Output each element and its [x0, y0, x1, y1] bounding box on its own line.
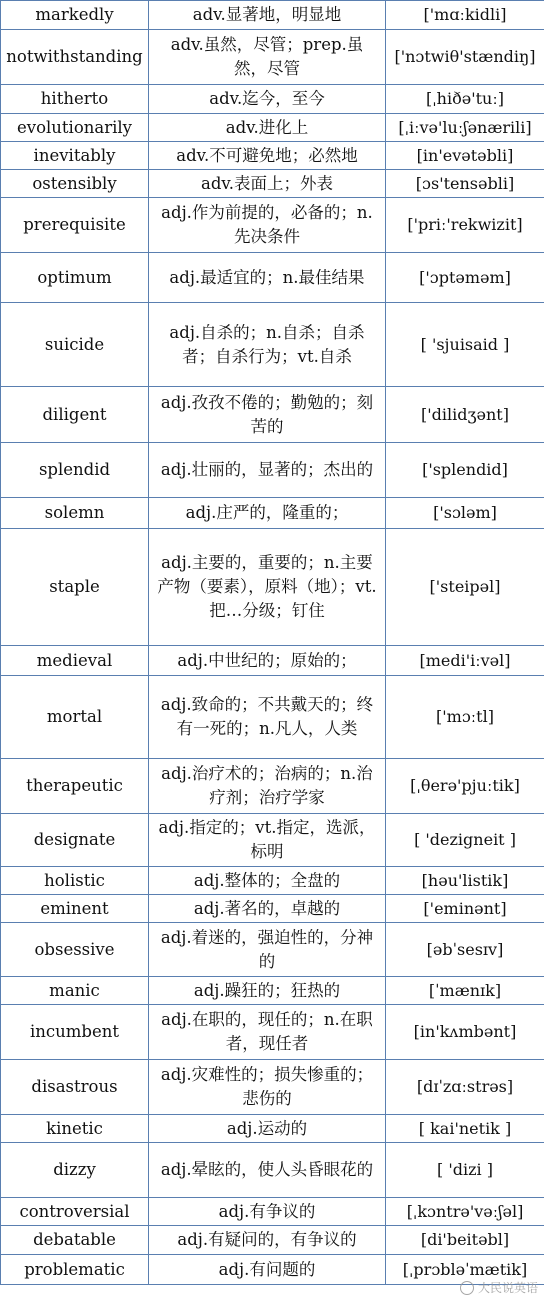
pronunciation-cell: [həu'listik] — [386, 867, 544, 895]
definition-cell: adv.表面上；外表 — [149, 170, 386, 198]
pronunciation-cell: [ˌprɔbləˈmætik] — [386, 1255, 544, 1285]
definition-cell: adj.晕眩的，使人头昏眼花的 — [149, 1143, 386, 1198]
definition-cell: adj.在职的，现任的；n.在职者，现任者 — [149, 1005, 386, 1060]
word-cell: ostensibly — [1, 170, 149, 198]
pronunciation-cell: [ 'sjuisaid ] — [386, 303, 544, 387]
word-cell: holistic — [1, 867, 149, 895]
table-row — [1, 498, 544, 529]
word-cell: incumbent — [1, 1005, 149, 1060]
definition-cell: adj.整体的；全盘的 — [149, 867, 386, 895]
pronunciation-cell: [ˈmænɪk] — [386, 977, 544, 1005]
pronunciation-cell: [di'beitəbl] — [386, 1226, 544, 1255]
definition-cell: adj.主要的，重要的；n.主要产物（要素），原料（地）；vt. 把…分级；钉住 — [149, 529, 386, 646]
pronunciation-cell: ['nɔtwiθ'stændiŋ] — [386, 30, 544, 85]
table-row — [1, 1060, 544, 1115]
definition-cell: adj.运动的 — [149, 1115, 386, 1143]
definition-cell: adj.孜孜不倦的；勤勉的；刻苦的 — [149, 387, 386, 443]
watermark-text: 大民说英语 — [477, 1281, 538, 1295]
pronunciation-cell: ['priː'rekwizit] — [386, 198, 544, 253]
table-row — [1, 646, 544, 676]
definition-cell: adj.最适宜的；n.最佳结果 — [149, 253, 386, 303]
pronunciation-cell: ['eminənt] — [386, 895, 544, 923]
table-row — [1, 529, 544, 646]
pronunciation-cell: [əbˈsesɪv] — [386, 923, 544, 977]
table-row — [1, 1198, 544, 1226]
word-cell: controversial — [1, 1198, 149, 1226]
definition-cell: adj.作为前提的，必备的；n.先决条件 — [149, 198, 386, 253]
pronunciation-cell: ['splendid] — [386, 443, 544, 498]
definition-cell: adv.虽然，尽管；prep.虽然，尽管 — [149, 30, 386, 85]
word-cell: designate — [1, 814, 149, 867]
definition-cell: adj.有疑问的，有争议的 — [149, 1226, 386, 1255]
wechat-logo-icon — [460, 1281, 474, 1295]
definition-cell: adj.有问题的 — [149, 1255, 386, 1285]
pronunciation-cell: [ kai'netik ] — [386, 1115, 544, 1143]
word-cell: mortal — [1, 676, 149, 759]
word-cell: therapeutic — [1, 759, 149, 814]
pronunciation-cell: [ɔs'tensəbli] — [386, 170, 544, 198]
definition-cell: adv.进化上 — [149, 114, 386, 142]
pronunciation-cell: ['mɔːtl] — [386, 676, 544, 759]
definition-cell: adj.著名的，卓越的 — [149, 895, 386, 923]
definition-cell: adj.中世纪的；原始的； — [149, 646, 386, 676]
word-cell: markedly — [1, 1, 149, 30]
table-row — [1, 977, 544, 1005]
word-cell: hitherto — [1, 85, 149, 114]
pronunciation-cell: ['dilidʒənt] — [386, 387, 544, 443]
word-cell: inevitably — [1, 142, 149, 170]
table-row — [1, 895, 544, 923]
pronunciation-cell: [ 'dezigneit ] — [386, 814, 544, 867]
definition-cell: adj.致命的；不共戴天的；终有一死的；n.凡人，人类 — [149, 676, 386, 759]
definition-cell: adj.壮丽的，显著的；杰出的 — [149, 443, 386, 498]
pronunciation-cell: [ˌθerə'pjuːtik] — [386, 759, 544, 814]
definition-cell: adj.指定的；vt.指定，选派，标明 — [149, 814, 386, 867]
definition-cell: adj.治疗术的；治病的；n.治疗剂；治疗学家 — [149, 759, 386, 814]
table-row — [1, 814, 544, 867]
pronunciation-cell: [ˌkɔntrə'vəːʃəl] — [386, 1198, 544, 1226]
table-row — [1, 253, 544, 303]
word-cell: kinetic — [1, 1115, 149, 1143]
word-cell: notwithstanding — [1, 30, 149, 85]
table-row — [1, 114, 544, 142]
word-cell: manic — [1, 977, 149, 1005]
table-row — [1, 1143, 544, 1198]
definition-cell: adv.显著地，明显地 — [149, 1, 386, 30]
table-row — [1, 303, 544, 387]
word-cell: solemn — [1, 498, 149, 529]
definition-cell: adv.不可避免地；必然地 — [149, 142, 386, 170]
pronunciation-cell: ['sɔləm] — [386, 498, 544, 529]
table-row — [1, 142, 544, 170]
table-row — [1, 867, 544, 895]
word-cell: obsessive — [1, 923, 149, 977]
definition-cell: adj.庄严的，隆重的； — [149, 498, 386, 529]
definition-cell: adj.有争议的 — [149, 1198, 386, 1226]
pronunciation-cell: [in'evətəbli] — [386, 142, 544, 170]
word-cell: disastrous — [1, 1060, 149, 1115]
definition-cell: adj.灾难性的；损失惨重的；悲伤的 — [149, 1060, 386, 1115]
pronunciation-cell: [in'kʌmbənt] — [386, 1005, 544, 1060]
table-row — [1, 759, 544, 814]
word-cell: problematic — [1, 1255, 149, 1285]
word-cell: staple — [1, 529, 149, 646]
table-row — [1, 387, 544, 443]
definition-cell: adj.着迷的，强迫性的，分神的 — [149, 923, 386, 977]
pronunciation-cell: ['ɔptəməm] — [386, 253, 544, 303]
table-row — [1, 85, 544, 114]
word-cell: debatable — [1, 1226, 149, 1255]
watermark — [460, 1279, 538, 1296]
pronunciation-cell: [dɪˈzɑːstrəs] — [386, 1060, 544, 1115]
pronunciation-cell: ['mɑːkidli] — [386, 1, 544, 30]
table-row — [1, 443, 544, 498]
table-row — [1, 30, 544, 85]
word-cell: medieval — [1, 646, 149, 676]
word-cell: splendid — [1, 443, 149, 498]
word-cell: diligent — [1, 387, 149, 443]
definition-cell: adv.迄今，至今 — [149, 85, 386, 114]
pronunciation-cell: [ 'dizi ] — [386, 1143, 544, 1198]
definition-cell: adj.躁狂的；狂热的 — [149, 977, 386, 1005]
word-cell: dizzy — [1, 1143, 149, 1198]
pronunciation-cell: [ˌiːvə'luːʃənærili] — [386, 114, 544, 142]
word-cell: optimum — [1, 253, 149, 303]
table-row — [1, 198, 544, 253]
pronunciation-cell: ['steipəl] — [386, 529, 544, 646]
pronunciation-cell: [medi'iːvəl] — [386, 646, 544, 676]
table-row — [1, 170, 544, 198]
table-row — [1, 923, 544, 977]
word-cell: prerequisite — [1, 198, 149, 253]
word-cell: eminent — [1, 895, 149, 923]
vocabulary-table-body — [1, 1, 544, 1285]
word-cell: suicide — [1, 303, 149, 387]
table-row — [1, 1226, 544, 1255]
table-row — [1, 1115, 544, 1143]
definition-cell: adj.自杀的；n.自杀；自杀者；自杀行为；vt.自杀 — [149, 303, 386, 387]
pronunciation-cell: [ˌhiðə'tuː] — [386, 85, 544, 114]
table-row — [1, 1, 544, 30]
table-row — [1, 1005, 544, 1060]
word-cell: evolutionarily — [1, 114, 149, 142]
table-row — [1, 676, 544, 759]
